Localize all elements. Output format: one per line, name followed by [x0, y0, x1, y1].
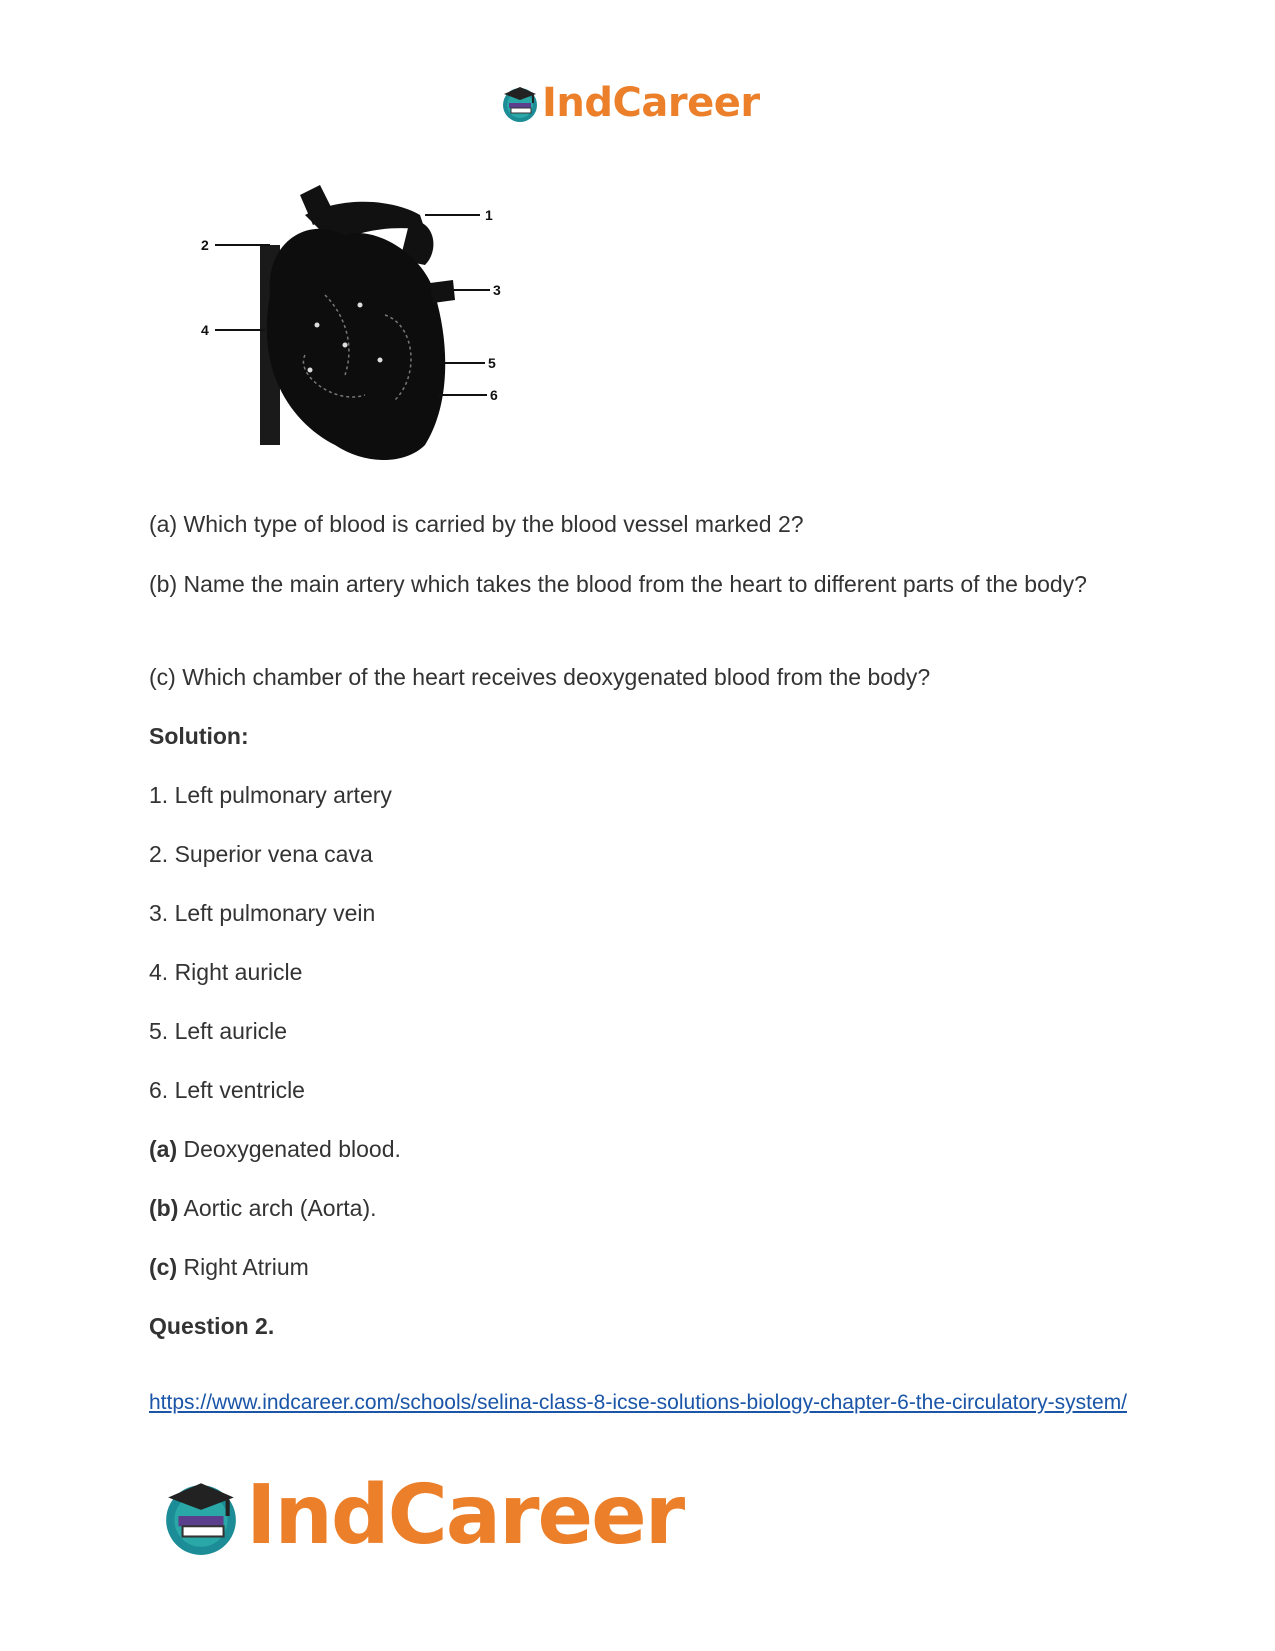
- question-a: (a) Which type of blood is carried by the blood vessel marked 2?: [149, 511, 804, 537]
- diagram-label-1: 1: [485, 207, 493, 223]
- header-logo: [500, 80, 760, 126]
- solution-label-3: 3. Left pulmonary vein: [149, 900, 376, 926]
- footer-logo-text: IndCareer: [246, 1468, 684, 1563]
- diagram-label-4: 4: [201, 322, 209, 338]
- solution-label-6: 6. Left ventricle: [149, 1077, 305, 1103]
- answer-a-key: (a): [149, 1136, 178, 1162]
- answer-b: [149, 1191, 377, 1225]
- graduation-cap-globe-icon: [160, 1475, 242, 1557]
- diagram-label-3: 3: [493, 282, 501, 298]
- solution-label-5: 5. Left auricle: [149, 1018, 288, 1044]
- diagram-label-6: 6: [490, 387, 498, 403]
- answer-a-text: Deoxygenated blood.: [177, 1136, 401, 1162]
- heart-diagram: [195, 175, 535, 485]
- solution-heading: Solution:: [149, 723, 249, 749]
- solution-label-2: 2. Superior vena cava: [149, 841, 373, 867]
- footer-url-link[interactable]: https://www.indcareer.com/schools/selina-class-8-icse-solutions-biology-chapter-6-the-circulatory-system/: [149, 1391, 1128, 1414]
- answer-a: [149, 1132, 401, 1166]
- diagram-label-2: 2: [201, 237, 209, 253]
- question-c: (c) Which chamber of the heart receives deoxygenated blood from the body?: [149, 664, 931, 690]
- solution-label-4: 4. Right auricle: [149, 959, 303, 985]
- footer-logo: [160, 1468, 683, 1563]
- answer-c-key: (c): [149, 1254, 178, 1280]
- logo-text: IndCareer: [542, 80, 760, 126]
- graduation-cap-globe-icon: [500, 83, 540, 123]
- answer-c-text: Right Atrium: [177, 1254, 309, 1280]
- next-question-heading: Question 2.: [149, 1313, 275, 1339]
- answer-b-key: (b): [149, 1195, 179, 1221]
- question-b: (b) Name the main artery which takes the blood from the heart to different parts of the body?: [149, 571, 1087, 597]
- answer-c: [149, 1250, 309, 1284]
- solution-label-1: 1. Left pulmonary artery: [149, 782, 392, 808]
- diagram-label-5: 5: [488, 355, 496, 371]
- answer-b-text: Aortic arch (Aorta).: [178, 1195, 377, 1221]
